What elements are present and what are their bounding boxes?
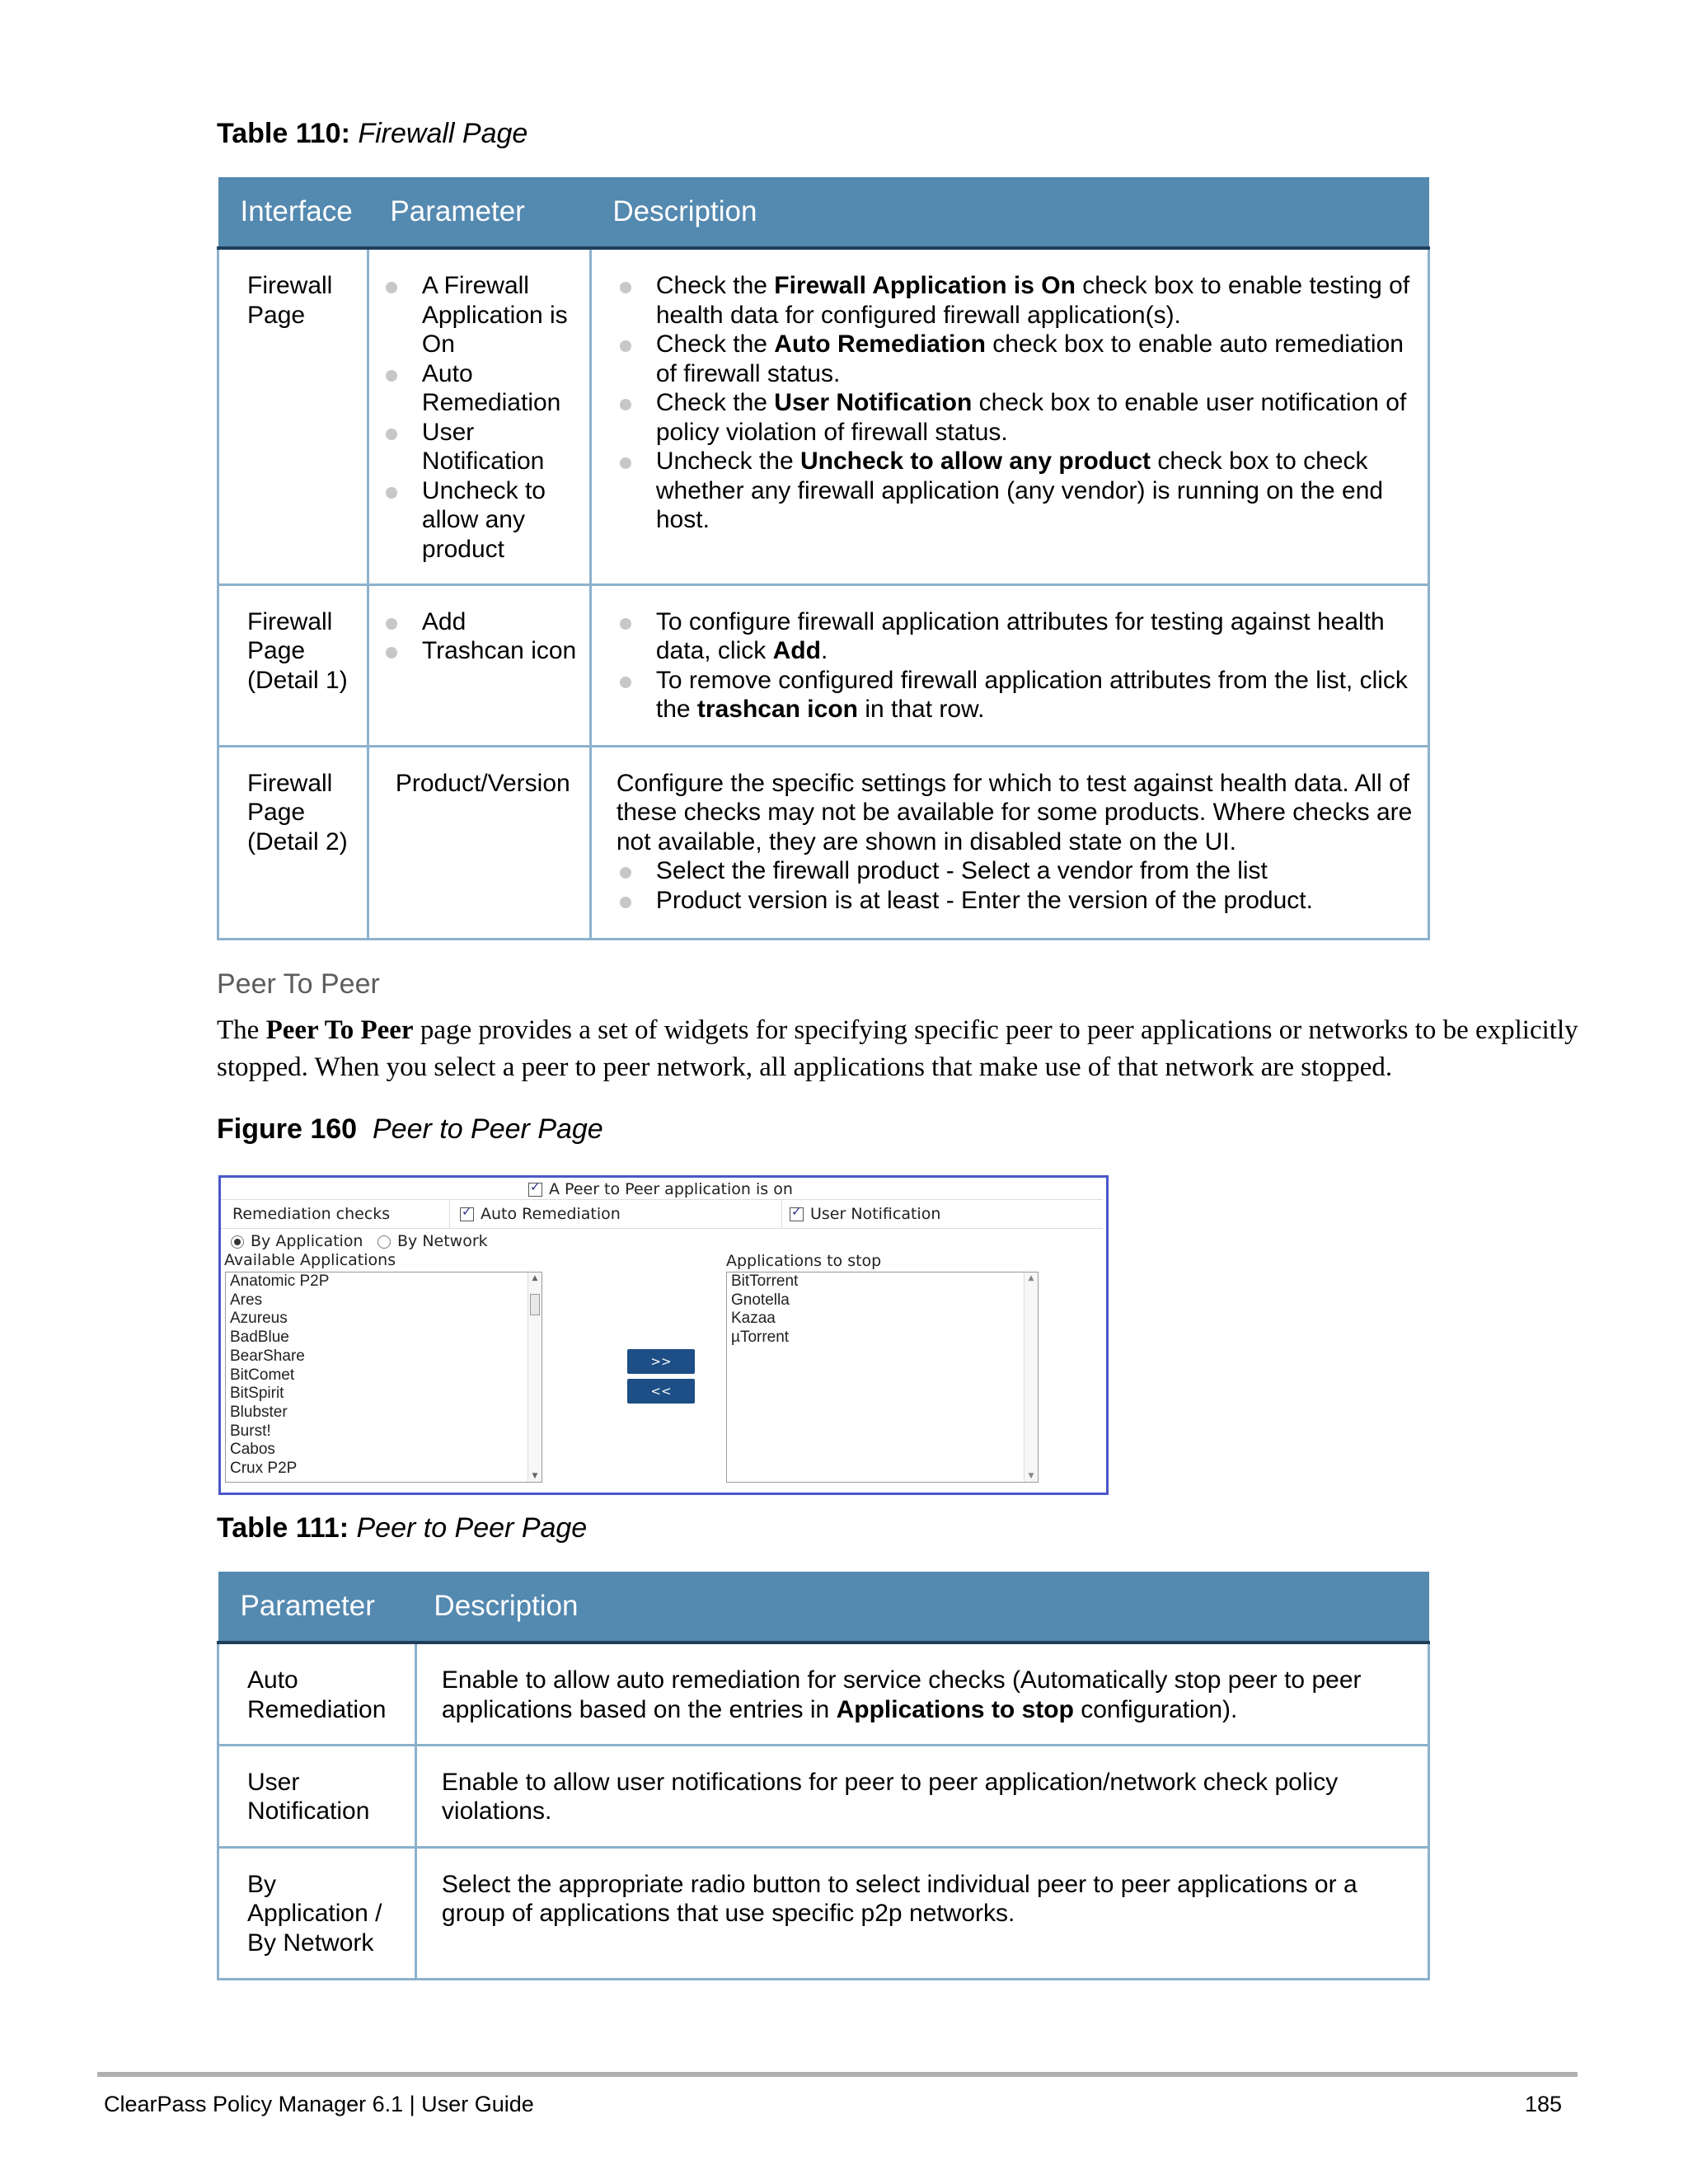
- list-item[interactable]: BitTorrent: [731, 1272, 799, 1290]
- list-item: Check the User Notification check box to enable user notification of policy violation of firewall status.: [617, 388, 1416, 447]
- table-111-caption: Table 111: Peer to Peer Page: [217, 1512, 588, 1544]
- list-item: Uncheck the Uncheck to allow any product check box to check whether any firewall application (any vendor) is running on the end host.: [617, 447, 1416, 535]
- radio-icon: [377, 1235, 391, 1249]
- list-item[interactable]: Gnotella: [731, 1291, 790, 1309]
- scroll-up-icon: ▲: [532, 1274, 538, 1282]
- list-item[interactable]: Ares: [230, 1291, 263, 1309]
- list-item: Select the firewall product - Select a vendor from the list: [617, 856, 1416, 886]
- list-item[interactable]: Anatomic P2P: [230, 1272, 330, 1290]
- list-item: Check the Firewall Application is On check box to enable testing of health data for configured firewall application(s).: [617, 271, 1416, 330]
- column-header: Interface: [218, 177, 368, 248]
- figure-caption: Figure 160 Peer to Peer Page: [217, 1113, 603, 1145]
- description-intro: Configure the specific settings for which to test against health data. All of these checks may not be available for some products. Where checks are not available, they are shown in disabled state on the UI.: [616, 769, 1413, 855]
- footer-rule: [97, 2072, 1578, 2077]
- scroll-up-icon: ▲: [1028, 1274, 1034, 1282]
- description-cell: Enable to allow auto remediation for service checks (Automatically stop peer to peer applications based on the entries in Applications to stop configuration).: [415, 1643, 1428, 1745]
- parameter-cell: User Notification: [218, 1745, 416, 1847]
- parameter-cell: [368, 248, 590, 584]
- list-item[interactable]: BitComet: [230, 1366, 295, 1384]
- table-row: [218, 746, 1429, 939]
- description-cell: [590, 584, 1428, 746]
- table-110-caption: Table 110: Firewall Page: [217, 118, 528, 149]
- description-cell: Enable to allow user notifications for peer to peer application/network check policy violations.: [415, 1745, 1428, 1847]
- firewall-table: [217, 177, 1430, 940]
- table-row: [218, 584, 1429, 746]
- list-item: Check the Auto Remediation check box to enable auto remediation of firewall status.: [617, 330, 1416, 388]
- list-item[interactable]: Cabos: [230, 1441, 275, 1459]
- list-item[interactable]: BadBlue: [230, 1329, 289, 1347]
- column-header: Parameter: [368, 177, 590, 248]
- column-header: Description: [415, 1572, 1428, 1643]
- description-cell: [590, 248, 1428, 584]
- stop-list[interactable]: [726, 1272, 1039, 1483]
- column-header: Description: [590, 177, 1428, 248]
- available-label: Available Applications: [224, 1251, 396, 1269]
- parameter-cell: By Application / By Network: [218, 1847, 416, 1979]
- parameter-cell: Product/Version: [368, 746, 590, 939]
- list-item[interactable]: Kazaa: [731, 1310, 776, 1328]
- interface-cell: Firewall Page: [218, 248, 368, 584]
- column-header: Parameter: [218, 1572, 416, 1643]
- description-cell: Select the appropriate radio button to select individual peer to peer applications or a group of applications that use specific p2p networks.: [415, 1847, 1428, 1979]
- stop-label: Applications to stop: [726, 1252, 882, 1270]
- section-body: The Peer To Peer page provides a set of widgets for specifying specific peer to peer applications or networks to be explicitly stopped. When you select a peer to peer network, all applications that make use of that network are stopped.: [217, 1015, 1578, 1082]
- list-item[interactable]: BearShare: [230, 1347, 305, 1365]
- table-row: [218, 248, 1429, 584]
- table-row: [218, 1847, 1429, 1979]
- remediation-label: Remediation checks: [232, 1205, 391, 1223]
- radio-icon: [231, 1235, 244, 1249]
- list-item: Trashcan icon: [382, 636, 578, 666]
- list-item[interactable]: Blubster: [230, 1403, 288, 1421]
- list-item[interactable]: Crux P2P: [230, 1460, 298, 1478]
- checkbox-icon: [460, 1207, 474, 1221]
- table-row: [218, 1745, 1429, 1847]
- remediation-row: [221, 1199, 1103, 1229]
- list-item[interactable]: Azureus: [230, 1310, 288, 1328]
- auto-remediation-checkbox[interactable]: ✓ Auto Remediation: [460, 1205, 621, 1223]
- table-row: [218, 1643, 1429, 1745]
- remove-from-stop-button[interactable]: <<: [627, 1379, 695, 1404]
- page-number: 185: [1524, 2092, 1562, 2116]
- interface-cell: Firewall Page (Detail 2): [218, 746, 368, 939]
- list-item: Auto Remediation: [382, 359, 578, 418]
- scroll-down-icon: ▼: [532, 1472, 538, 1480]
- scroll-down-icon: ▼: [1028, 1472, 1034, 1480]
- p2p-on-checkbox[interactable]: ✓A Peer to Peer application is on: [528, 1180, 793, 1198]
- list-item: User Notification: [382, 418, 578, 476]
- checkbox-icon: [528, 1183, 542, 1197]
- interface-cell: Firewall Page (Detail 1): [218, 584, 368, 746]
- footer-title: ClearPass Policy Manager 6.1 | User Guide: [104, 2092, 534, 2116]
- list-item: A Firewall Application is On: [382, 271, 578, 359]
- peer-to-peer-screenshot: [218, 1175, 1109, 1495]
- list-item: Uncheck to allow any product: [382, 476, 578, 565]
- peer-to-peer-table: [217, 1572, 1430, 1980]
- list-item[interactable]: Burst!: [230, 1422, 271, 1440]
- list-item: Product version is at least - Enter the version of the product.: [617, 886, 1416, 916]
- list-item[interactable]: µTorrent: [731, 1329, 790, 1347]
- by-network-radio[interactable]: By Network: [377, 1232, 488, 1250]
- checkbox-icon: [790, 1207, 804, 1221]
- list-item: To remove configured firewall application attributes from the list, click the trashcan icon in that row.: [617, 666, 1416, 724]
- scroll-thumb[interactable]: [530, 1294, 540, 1315]
- add-to-stop-button[interactable]: >>: [627, 1349, 695, 1374]
- description-cell: [590, 746, 1428, 939]
- list-item: To configure firewall application attributes for testing against health data, click Add.: [617, 607, 1416, 666]
- scrollbar[interactable]: [528, 1272, 542, 1482]
- by-application-radio[interactable]: By Application: [231, 1232, 363, 1250]
- list-item[interactable]: BitSpirit: [230, 1385, 284, 1403]
- parameter-cell: Auto Remediation: [218, 1643, 416, 1745]
- user-notification-checkbox[interactable]: ✓ User Notification: [790, 1205, 940, 1223]
- section-heading: Peer To Peer: [217, 968, 380, 1000]
- available-list[interactable]: [225, 1272, 542, 1483]
- list-item: Add: [382, 607, 578, 637]
- parameter-cell: [368, 584, 590, 746]
- scrollbar[interactable]: [1024, 1272, 1038, 1482]
